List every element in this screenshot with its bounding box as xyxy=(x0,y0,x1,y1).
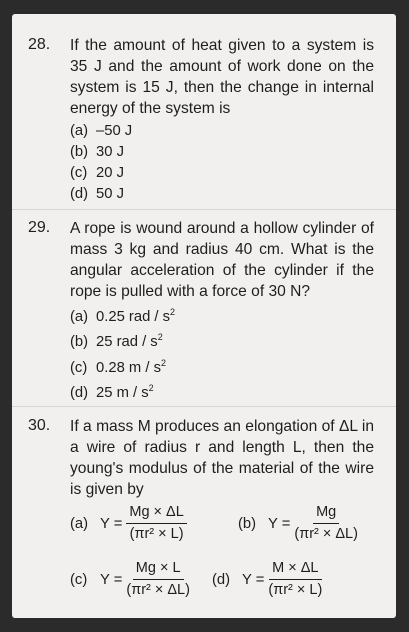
option-text: 50 J xyxy=(96,186,124,202)
exponent: 2 xyxy=(148,383,154,393)
option-label: (b) xyxy=(70,144,89,160)
option-label: (a) xyxy=(70,123,89,139)
divider xyxy=(12,209,396,210)
option-label: (a) xyxy=(70,515,89,532)
option-c[interactable] xyxy=(70,359,166,377)
option-label: (c) xyxy=(70,165,88,181)
option-text: 20 J xyxy=(96,165,124,181)
option-a[interactable] xyxy=(70,504,187,543)
numerator: M × ΔL xyxy=(269,560,321,580)
question-number: 30. xyxy=(28,417,51,434)
question-text: A rope is wound around a hollow cylinder of mass 3 kg and radius 40 cm. What is the angular acceleration of the cylinder if the rope is pulled with a force of 30 N? xyxy=(70,220,374,300)
numerator: Mg × L xyxy=(133,560,184,580)
divider xyxy=(12,406,396,407)
option-label: (c) xyxy=(70,360,88,376)
option-d[interactable] xyxy=(70,384,154,402)
formula-lhs: Y = xyxy=(100,515,123,532)
question-number: 29. xyxy=(28,219,51,236)
option-label: (b) xyxy=(238,515,257,532)
fraction xyxy=(294,504,358,543)
fraction xyxy=(268,560,322,599)
denominator: (πr² × L) xyxy=(129,526,184,542)
exponent: 2 xyxy=(157,332,163,342)
option-a[interactable] xyxy=(70,122,132,140)
denominator: (πr² × ΔL) xyxy=(126,582,190,598)
option-label: (d) xyxy=(70,385,89,401)
option-text: 25 m / s xyxy=(96,385,149,401)
formula-lhs: Y = xyxy=(242,571,265,588)
option-label: (a) xyxy=(70,309,89,325)
question-text: If the amount of heat given to a system is 35 J and the amount of work done on the system is 15 J, then the change in internal energy of the system is xyxy=(70,37,374,117)
option-text: 25 rad / s xyxy=(96,334,158,350)
option-label: (d) xyxy=(212,571,231,588)
numerator: Mg × ΔL xyxy=(126,504,186,524)
exponent: 2 xyxy=(160,358,166,368)
option-c[interactable] xyxy=(70,560,190,599)
question-text: If a mass M produces an elongation of ΔL in a wire of radius r and length L, then the young's modulus of the material of the wire is given by xyxy=(70,418,374,498)
exponent: 2 xyxy=(170,307,176,317)
option-b[interactable] xyxy=(238,504,358,543)
option-b[interactable] xyxy=(70,333,163,351)
option-b[interactable] xyxy=(70,143,124,161)
option-d[interactable] xyxy=(212,560,322,599)
option-label: (b) xyxy=(70,334,89,350)
option-text: –50 J xyxy=(96,123,133,139)
question-number: 28. xyxy=(28,36,51,53)
fraction xyxy=(126,560,190,599)
denominator: (πr² × ΔL) xyxy=(294,526,358,542)
question-page xyxy=(12,14,396,618)
option-text: 0.25 rad / s xyxy=(96,309,171,325)
fraction xyxy=(126,504,186,543)
denominator: (πr² × L) xyxy=(268,582,323,598)
option-text: 30 J xyxy=(96,144,124,160)
formula-lhs: Y = xyxy=(100,571,123,588)
option-d[interactable] xyxy=(70,185,124,203)
option-a[interactable] xyxy=(70,308,175,326)
formula-lhs: Y = xyxy=(268,515,291,532)
option-c[interactable] xyxy=(70,164,124,182)
option-label: (c) xyxy=(70,571,88,588)
option-label: (d) xyxy=(70,186,89,202)
numerator: Mg xyxy=(313,504,339,524)
option-text: 0.28 m / s xyxy=(96,360,161,376)
